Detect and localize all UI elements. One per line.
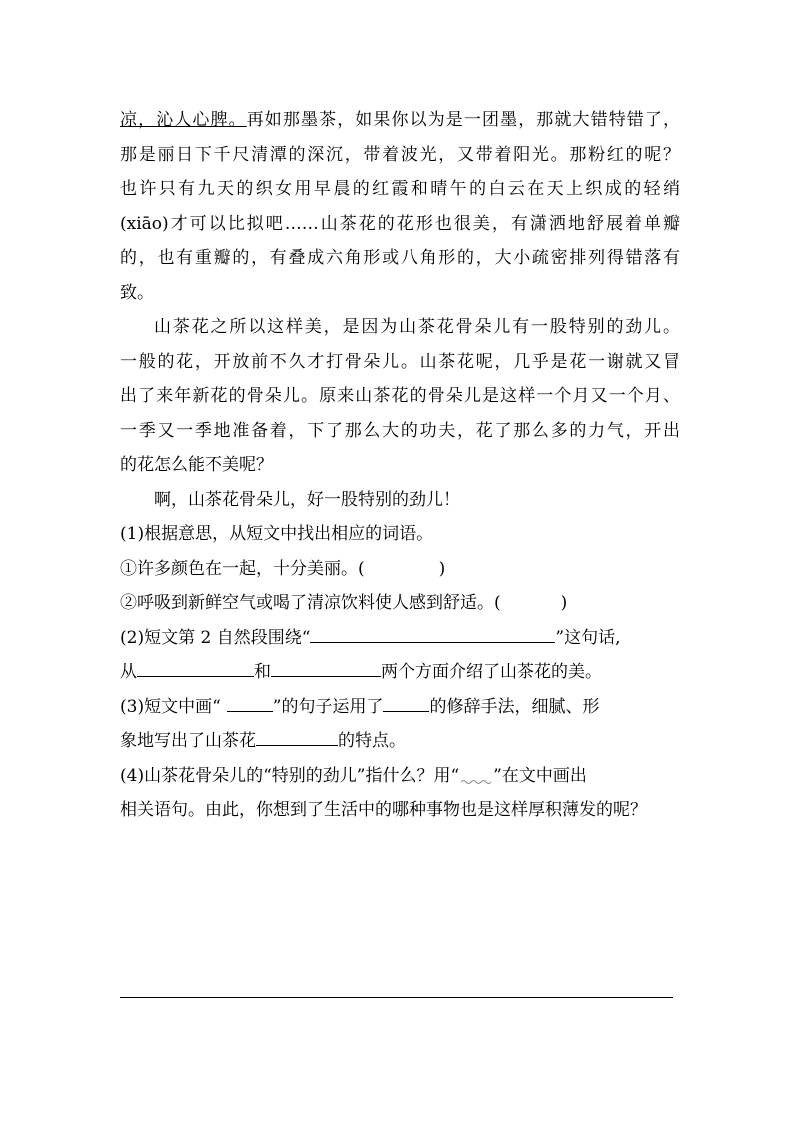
- question-3-line2: 象地写出了山茶花 的特点。: [120, 724, 680, 759]
- passage-line: 一般的花，开放前不久才打骨朵儿。山茶花呢，几乎是花一谢就又冒: [120, 351, 680, 372]
- passage-line: 出了来年新花的骨朵儿。原来山茶花的骨朵儿是这样一个月又一个月、: [120, 386, 680, 406]
- answer-writing-line[interactable]: [120, 997, 673, 998]
- underlined-sentence: 凉，沁人心脾。: [120, 110, 247, 130]
- answer-blank[interactable]: [256, 727, 338, 746]
- question-1a: ①许多颜色在一起，十分美丽。( ): [120, 558, 446, 579]
- question-1b: ②呼吸到新鲜空气或喝了清凉饮料使人感到舒适。( ): [120, 593, 568, 613]
- passage-line: 也许只有九天的织女用早晨的红霞和晴午的白云在天上织成的轻绡: [120, 179, 680, 199]
- wavy-underline-mark: [459, 763, 493, 781]
- worksheet-page: [120, 103, 680, 828]
- passage-line: 啊，山茶花骨朵儿，好一股特别的劲儿！: [154, 489, 460, 510]
- question-4-line2: 相关语句。由此，你想到了生活中的哪种事物也是这样厚积薄发的呢？: [120, 800, 647, 820]
- passage-line: 那是丽日下千尺清潭的深沉，带着波光，又带着阳光。那粉红的呢？: [120, 144, 680, 165]
- underline-sample: [227, 693, 273, 712]
- answer-blank[interactable]: [383, 693, 429, 712]
- passage-line: 致。: [120, 282, 154, 303]
- passage-line: 一季又一季地准备着，下了那么大的功夫，花了那么多的力气，开出: [120, 420, 680, 441]
- passage-line: 的，也有重瓣的，有叠成六角形或八角形的，大小疏密排列得错落有: [120, 248, 680, 268]
- passage-line: 的花怎么能不美呢？: [120, 455, 273, 475]
- question-4: (4)山茶花骨朵儿的“特别的劲儿”指什么？用“ ”在文中画出: [120, 759, 680, 794]
- answer-blank[interactable]: [310, 624, 555, 643]
- answer-blank[interactable]: [137, 658, 254, 677]
- question-2-line2: 从 和 两个方面介绍了山茶花的美。: [120, 655, 680, 690]
- question-1: (1)根据意思，从短文中找出相应的词语。: [120, 524, 434, 544]
- passage-line: (xiāo)才可以比拟吧……山茶花的花形也很美，有潇洒地舒展着单瓣: [120, 213, 680, 234]
- passage-line: 山茶花之所以这样美，是因为山茶花骨朵儿有一股特别的劲儿。: [154, 317, 680, 337]
- question-3: (3)短文中画“ ”的句子运用了 的修辞手法，细腻、形: [120, 690, 680, 725]
- passage-line: 凉，沁人心脾。再如那墨茶，如果你以为是一团墨，那就大错特错了，: [120, 110, 681, 130]
- answer-blank[interactable]: [271, 658, 381, 677]
- question-2: (2)短文第 2 自然段围绕“ ”这句话,: [120, 621, 680, 656]
